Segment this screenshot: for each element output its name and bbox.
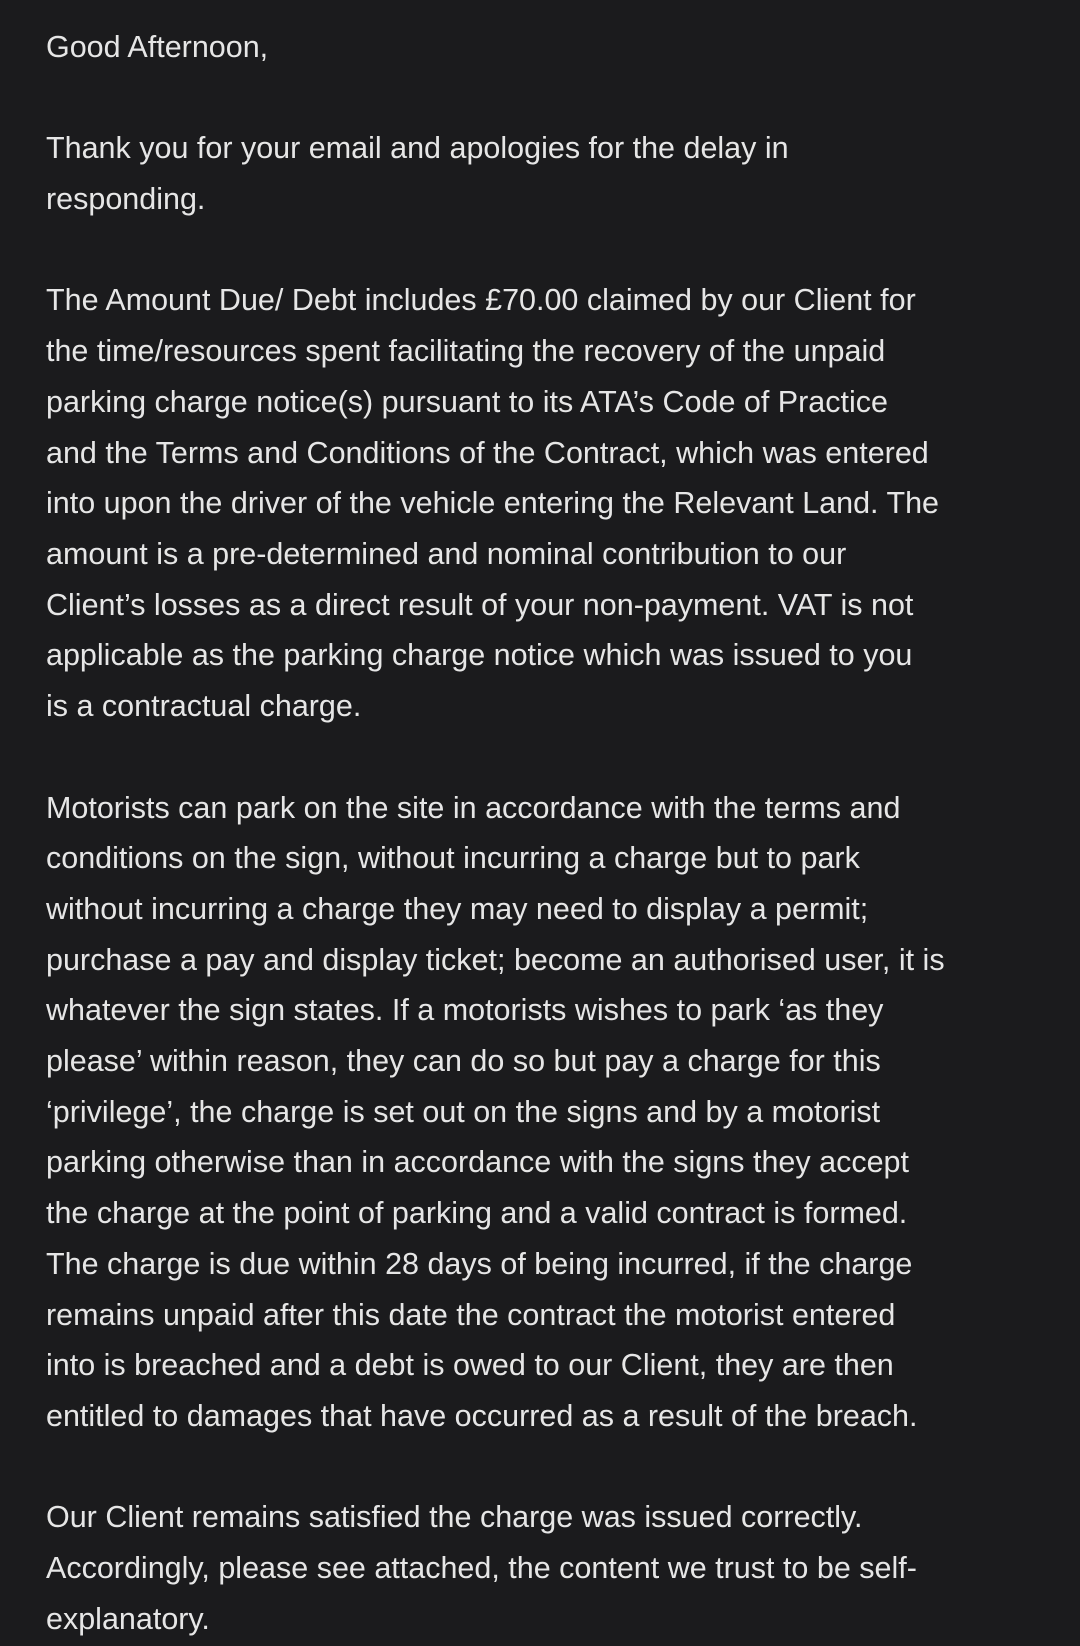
email-paragraph-apology: Thank you for your email and apologies for the delay in responding.	[46, 131, 789, 217]
email-paragraph-motorists: Motorists can park on the site in accordance with the terms and conditions on the sign, without incurring a charge but to park without incurring a charge they may need to display a permit; purchase a pay and display ticket; become an authorised user, it is whatever the sign states. If a motorists wishes to park ‘as they please’ within reason, they can do so but pay a charge for this ‘privilege’, the charge is set out on the signs and by a motorist parking otherwise than in accordance with the signs they accept the charge at the point of parking and a valid contract is formed. The charge is due within 28 days of being incurred, if the charge remains unpaid after this date the contract the motorist entered into is breached and a debt is owed to our Client, they are then entitled to damages that have occurred as a result of the breach.	[46, 790, 945, 1433]
email-greeting: Good Afternoon,	[46, 30, 269, 64]
email-paragraph-conclusion: Our Client remains satisfied the charge was issued correctly. Accordingly, please see attached, the content we trust to be self- explanatory.	[46, 1500, 917, 1636]
email-paragraph-amount-due: The Amount Due/ Debt includes £70.00 claimed by our Client for the time/resources spent facilitating the recovery of the unpaid parking charge notice(s) pursuant to its ATA’s Code of Practice and the Terms and Conditions of the Contract, which was entered into upon the driver of the vehicle entering the Relevant Land. The amount is a pre-determined and nominal contribution to our Client’s losses as a direct result of your non-payment. VAT is not applicable as the parking charge notice which was issued to you is a contractual charge.	[46, 283, 940, 724]
email-body	[46, 22, 1046, 1644]
